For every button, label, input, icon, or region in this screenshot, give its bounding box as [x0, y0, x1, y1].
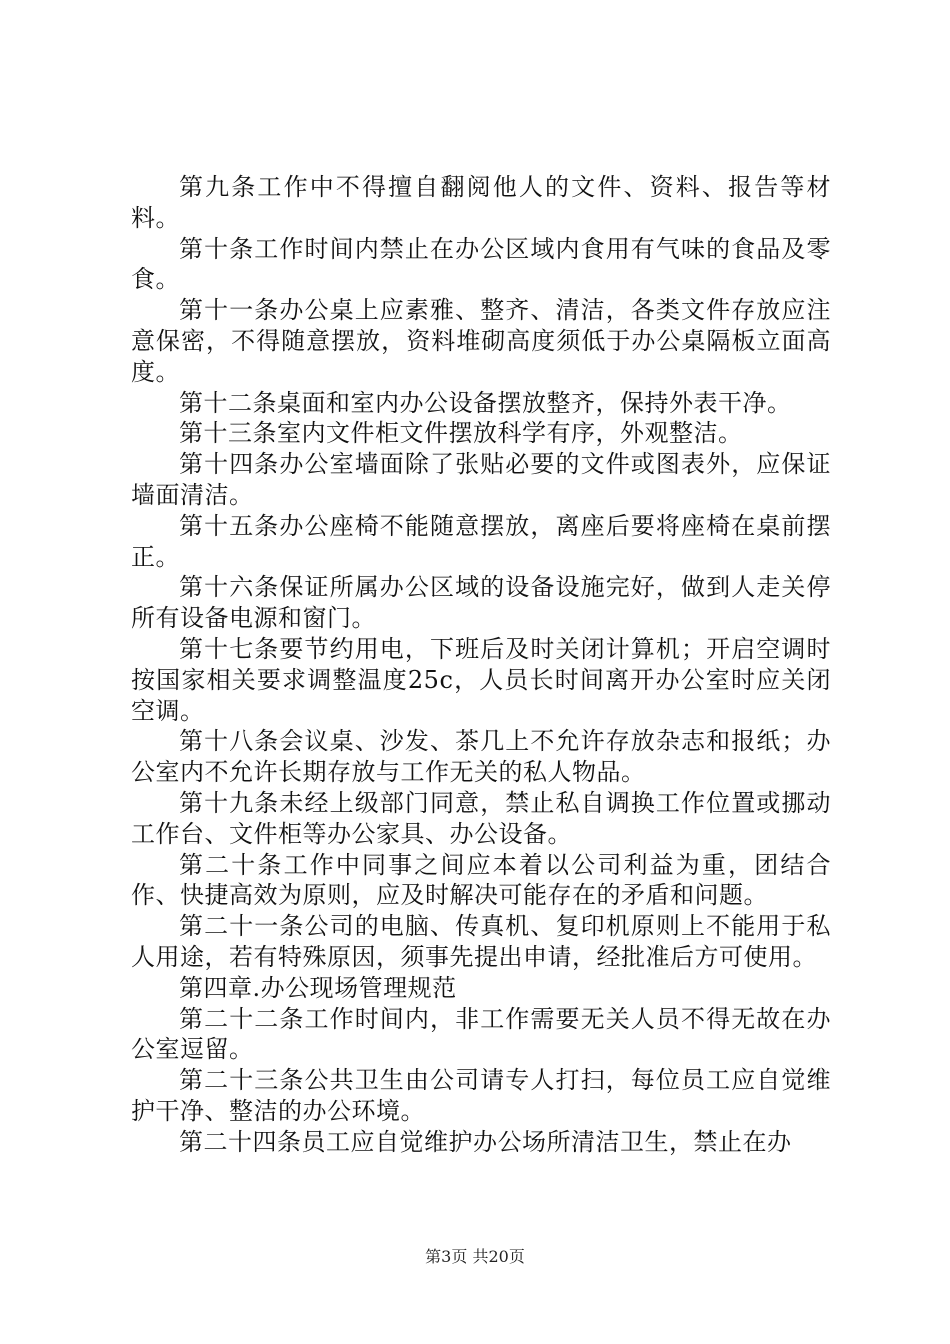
- paragraph-article-10: 第十条工作时间内禁止在办公区域内食用有气味的食品及零食。: [131, 234, 831, 294]
- paragraph-article-9: 第九条工作中不得擅自翻阅他人的文件、资料、报告等材料。: [131, 173, 831, 232]
- paragraph-article-19: 第十九条未经上级部门同意，禁止私自调换工作位置或挪动工作台、文件柜等办公家具、办公设备。: [131, 788, 831, 848]
- paragraph-article-12: 第十二条桌面和室内办公设备摆放整齐，保持外表干净。: [179, 388, 792, 417]
- paragraph-article-11: 第十一条办公桌上应素雅、整齐、清洁，各类文件存放应注意保密，不得随意摆放，资料堆砌高度须低于办公桌隔板立面高度。: [131, 296, 831, 386]
- chapter-heading: 第四章.办公现场管理规范: [179, 973, 457, 1002]
- paragraph-article-14: 第十四条办公室墙面除了张贴必要的文件或图表外，应保证墙面清洁。: [131, 450, 831, 509]
- paragraph-article-18: 第十八条会议桌、沙发、茶几上不允许存放杂志和报纸；办公室内不允许长期存放与工作无关的私人物品。: [131, 727, 831, 787]
- page-footer: [0, 1244, 950, 1267]
- page-total: 共20页: [472, 1247, 525, 1266]
- paragraph-article-17: 第十七条要节约用电，下班后及时关闭计算机；开启空调时按国家相关要求调整温度25c，人员长时间离开办公室时应关闭空调。: [131, 634, 831, 725]
- paragraph-article-20: 第二十条工作中同事之间应本着以公司利益为重，团结合作、快捷高效为原则，应及时解决可能存在的矛盾和问题。: [131, 850, 831, 910]
- paragraph-article-15: 第十五条办公座椅不能随意摆放，离座后要将座椅在桌前摆正。: [131, 511, 831, 571]
- page-number: 第3页: [425, 1247, 468, 1266]
- paragraph-article-23: 第二十三条公共卫生由公司请专人打扫，每位员工应自觉维护干净、整洁的办公环境。: [131, 1066, 831, 1125]
- paragraph-article-13: 第十三条室内文件柜文件摆放科学有序，外观整洁。: [179, 419, 743, 448]
- paragraph-article-22: 第二十二条工作时间内，非工作需要无关人员不得无故在办公室逗留。: [131, 1004, 831, 1064]
- document-body: [131, 172, 831, 1158]
- paragraph-article-16: 第十六条保证所属办公区域的设备设施完好，做到人走关停所有设备电源和窗门。: [131, 573, 831, 633]
- paragraph-article-21: 第二十一条公司的电脑、传真机、复印机原则上不能用于私人用途，若有特殊原因，须事先提出申请，经批准后方可使用。: [131, 912, 831, 971]
- paragraph-article-24: 第二十四条员工应自觉维护办公场所清洁卫生，禁止在办: [179, 1127, 792, 1156]
